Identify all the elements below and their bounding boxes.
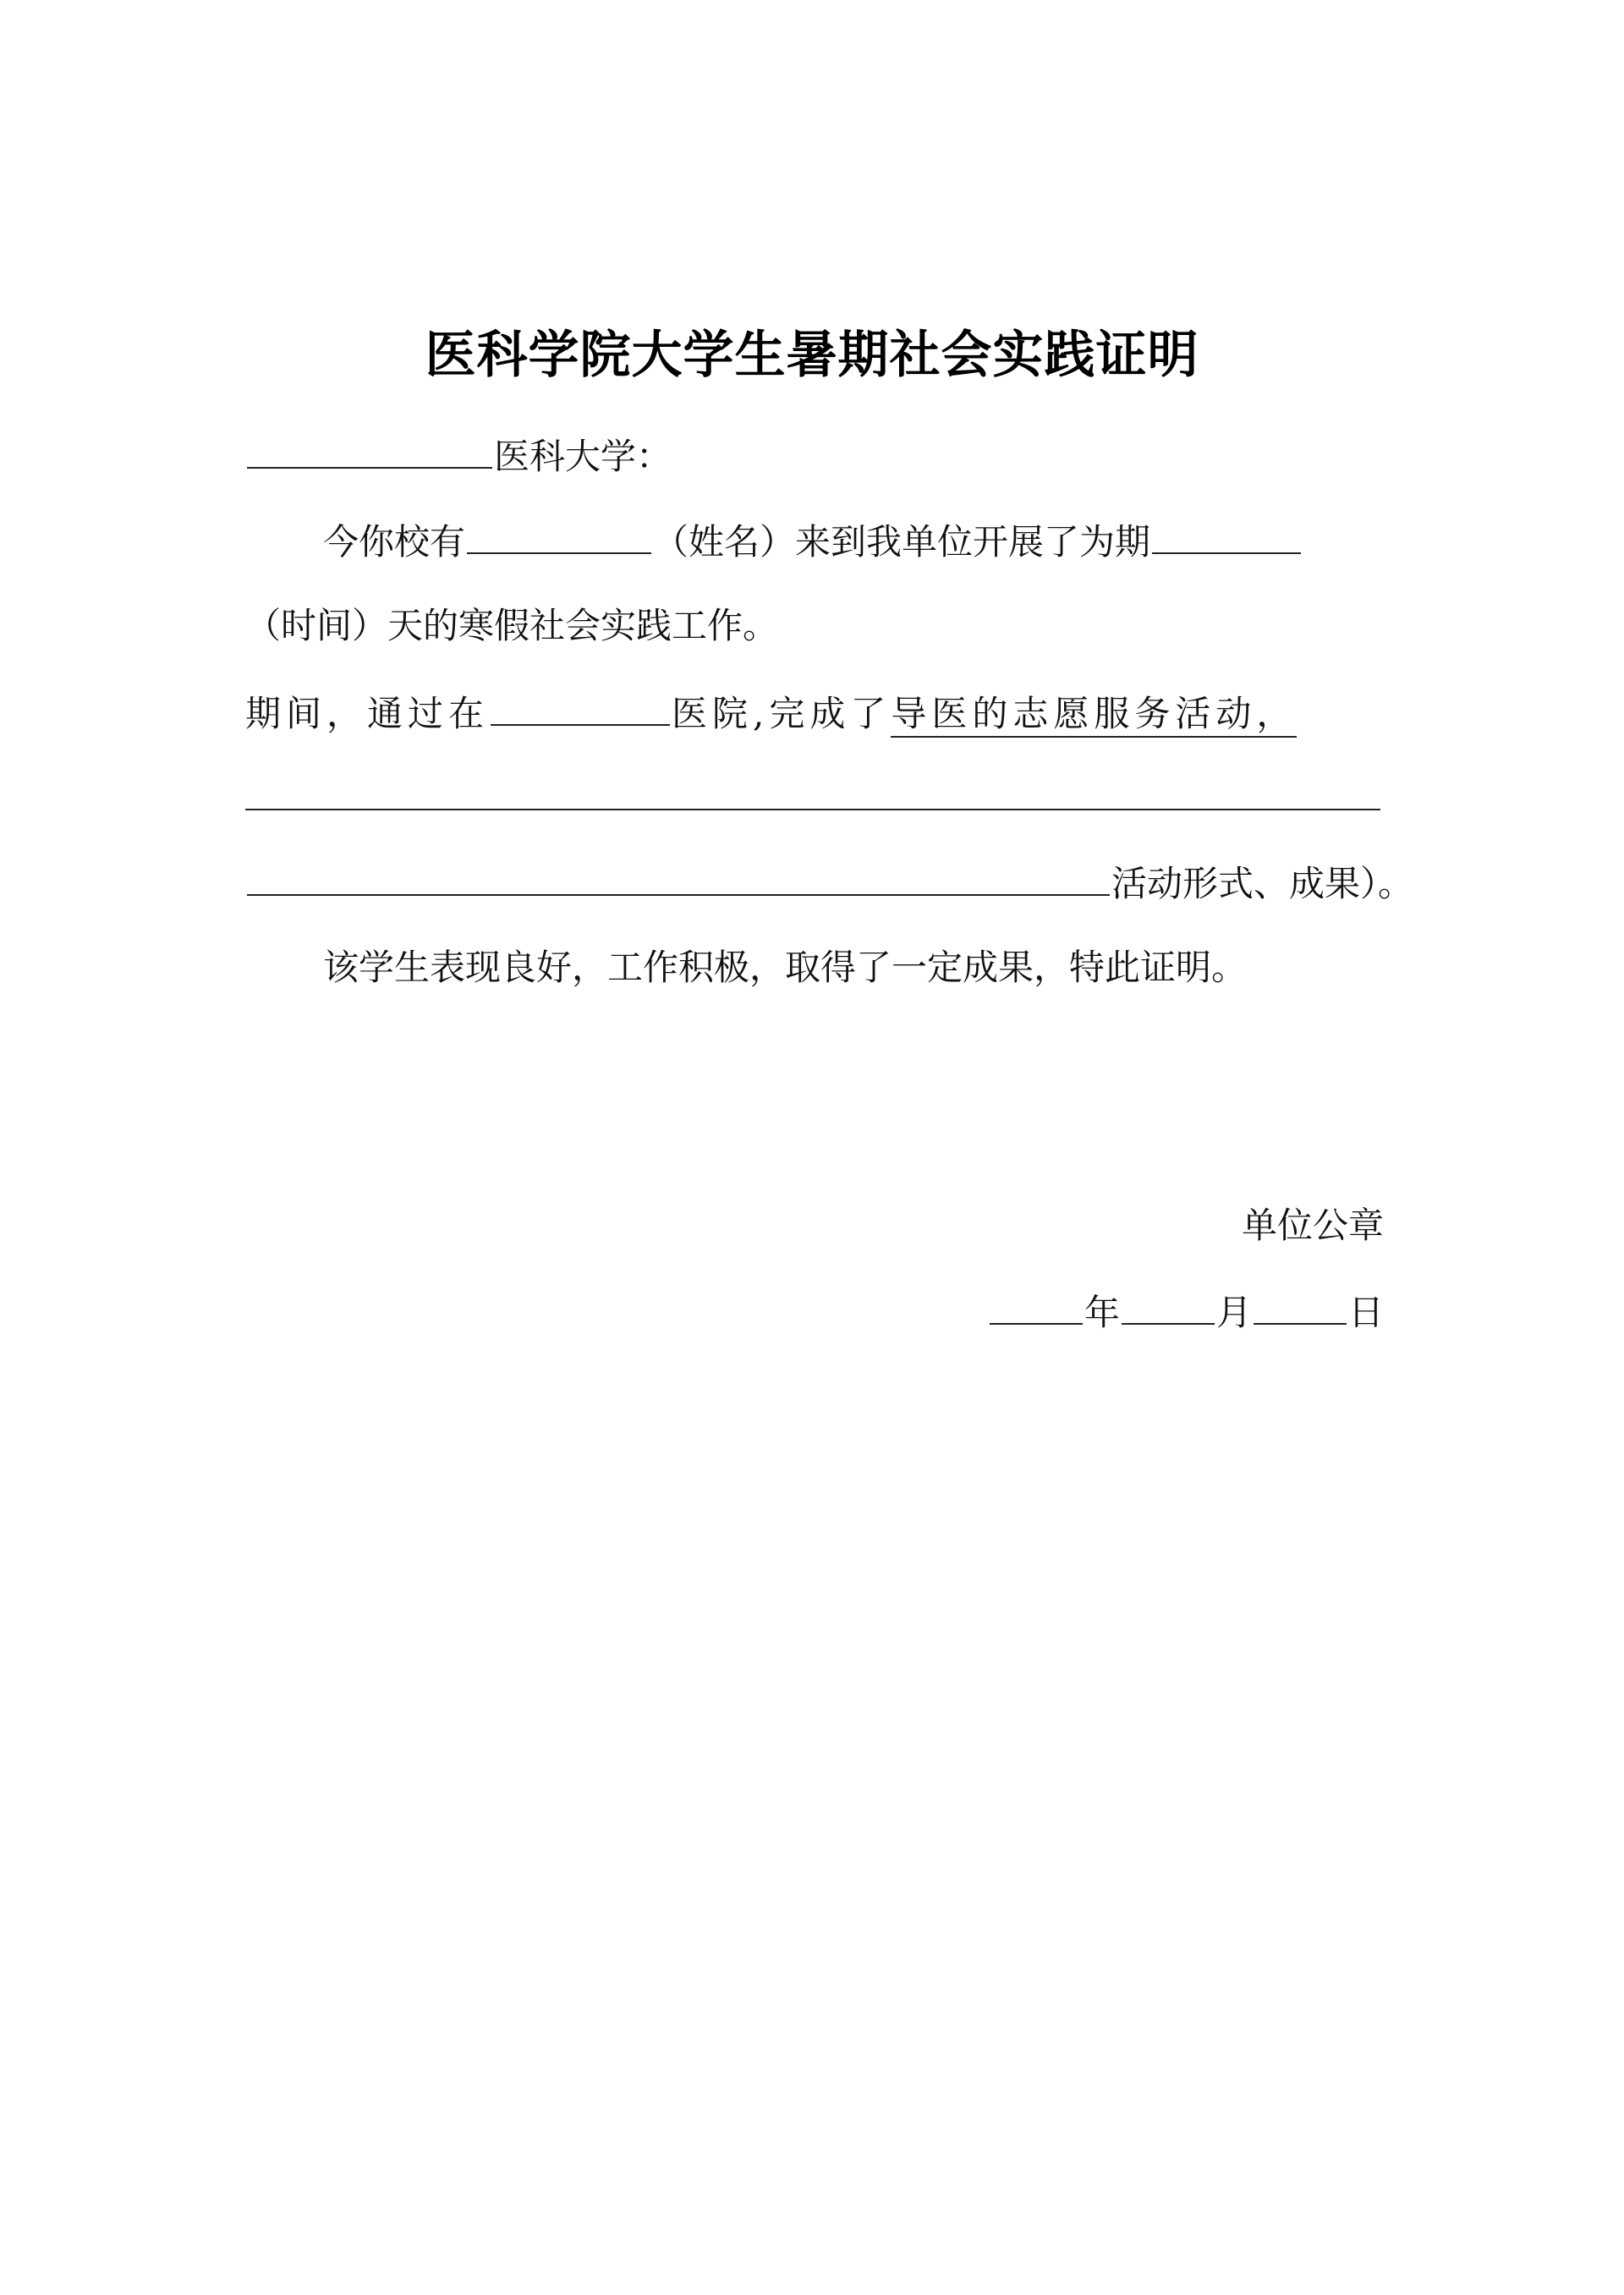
para1-line1: [323, 513, 1303, 568]
month-label: 月: [1215, 1292, 1252, 1333]
para1-time-hint: （时间）天的寒假社会实践工作。: [245, 605, 779, 646]
activity-rule-2[interactable]: [247, 855, 1110, 896]
para3-text: 该学生表现良好，工作积极，取得了一定成果，特此证明。: [323, 947, 1248, 988]
para1-line2: [245, 599, 778, 653]
para2-activity: 导医的志愿服务活动，: [891, 693, 1297, 738]
salutation-line: [245, 428, 672, 482]
para2-line1: [245, 685, 1297, 739]
activity-rule-1[interactable]: [245, 809, 1380, 810]
day-label: 日: [1347, 1292, 1384, 1333]
date-line: [988, 1284, 1384, 1338]
salutation-text: 医科大学：: [494, 436, 672, 477]
document-title: 医科学院大学生暑期社会实践证明: [425, 326, 1199, 385]
year-blank[interactable]: [990, 1284, 1083, 1325]
para2-prefix: 期间，通过在: [245, 693, 490, 734]
university-blank[interactable]: [247, 428, 492, 469]
para3-line: [323, 941, 1247, 995]
day-blank[interactable]: [1254, 1284, 1347, 1325]
month-blank[interactable]: [1122, 1284, 1215, 1325]
hospital-blank[interactable]: [491, 685, 670, 726]
form-line: [245, 855, 1413, 909]
seal-label: 单位公章: [1241, 1205, 1384, 1246]
para2-form-hint: 活动形式、成果）。: [1111, 863, 1414, 904]
duration-blank[interactable]: [1152, 513, 1301, 554]
para1-name-hint: （姓名）来到我单位开展了为期: [653, 521, 1151, 563]
year-label: 年: [1084, 1292, 1120, 1333]
para2-hospital: 医院,完成了: [672, 693, 892, 734]
name-blank[interactable]: [467, 513, 651, 554]
para1-prefix: 今你校有: [323, 521, 466, 563]
